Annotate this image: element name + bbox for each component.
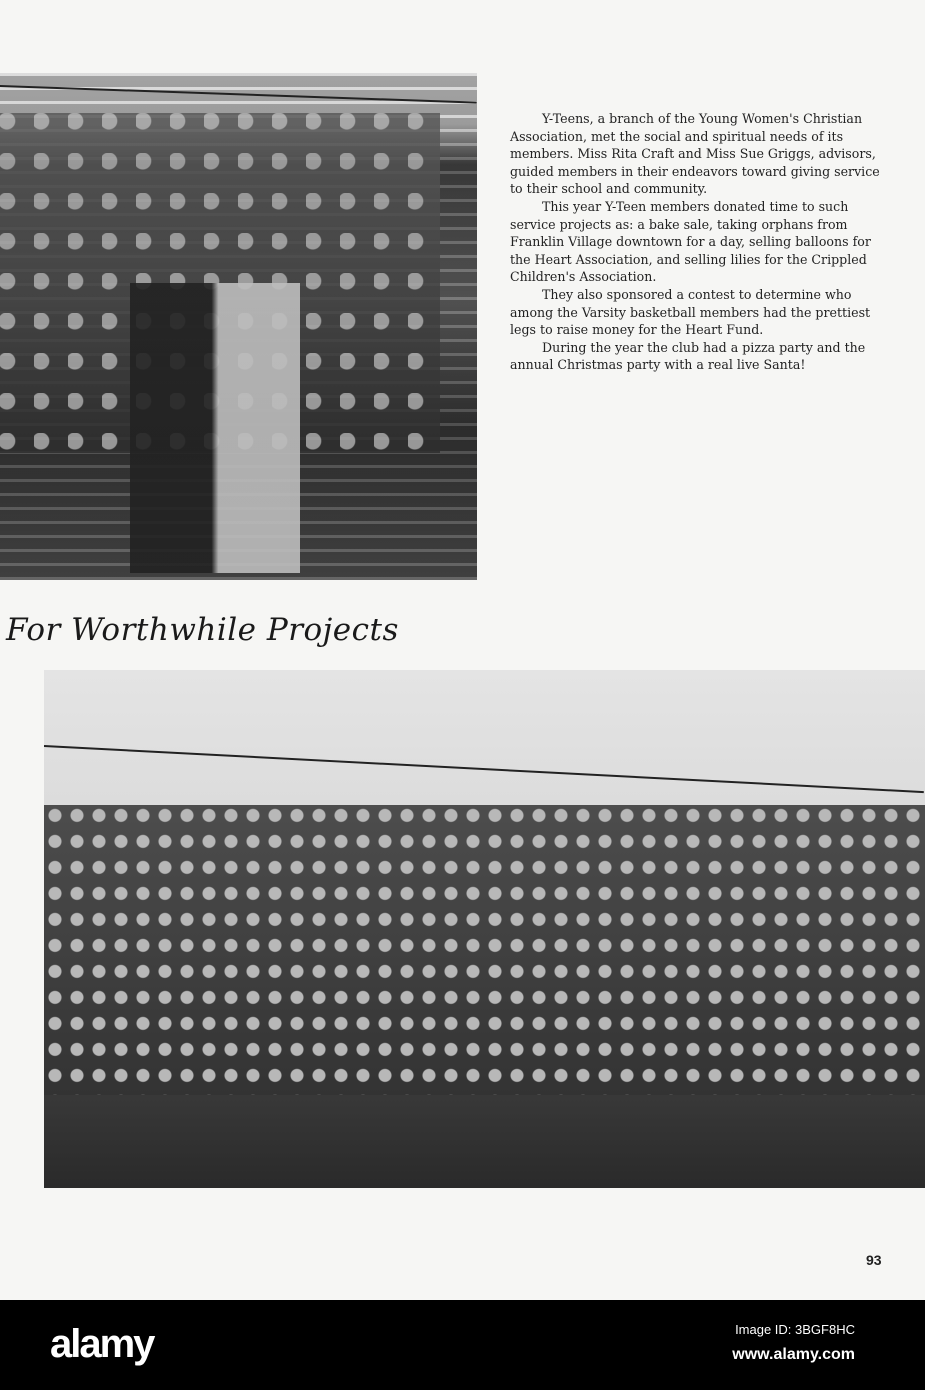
front-row-members — [130, 283, 300, 573]
group-photo-large — [44, 670, 925, 1188]
power-line — [44, 745, 924, 793]
image-id: Image ID: 3BGF8HC — [735, 1322, 855, 1337]
paragraph: Y-Teens, a branch of the Young Women's Christian Association, met the social and spiritual needs of its members. Miss Rita Craft and Miss Sue Griggs, advisors, guided members in their endeavors toward giving service to their school and community. — [510, 111, 880, 197]
alamy-logo: alamy — [50, 1322, 154, 1366]
paragraph: This year Y-Teen members donated time to such service projects as: a bake sale, taking orphans from Franklin Village downtown for a day, selling balloons for the Heart Association, and selling lilies for the Crippled Children's Association. — [510, 198, 871, 285]
watermark-url: www.alamy.com — [732, 1346, 855, 1363]
members-group — [44, 805, 925, 1095]
paragraph: During the year the club had a pizza party and the annual Christmas party with a real live Santa! — [510, 339, 866, 373]
watermark-footer — [0, 1300, 925, 1390]
group-photo-small — [0, 73, 477, 580]
article-text — [510, 110, 895, 374]
power-line — [0, 85, 477, 104]
paragraph: They also sponsored a contest to determine who among the Varsity basketball members had the prettiest legs to raise money for the Heart Fund. — [510, 286, 871, 338]
page-title: For Worthwhile Projects — [6, 612, 399, 648]
page-number: 93 — [866, 1252, 882, 1268]
